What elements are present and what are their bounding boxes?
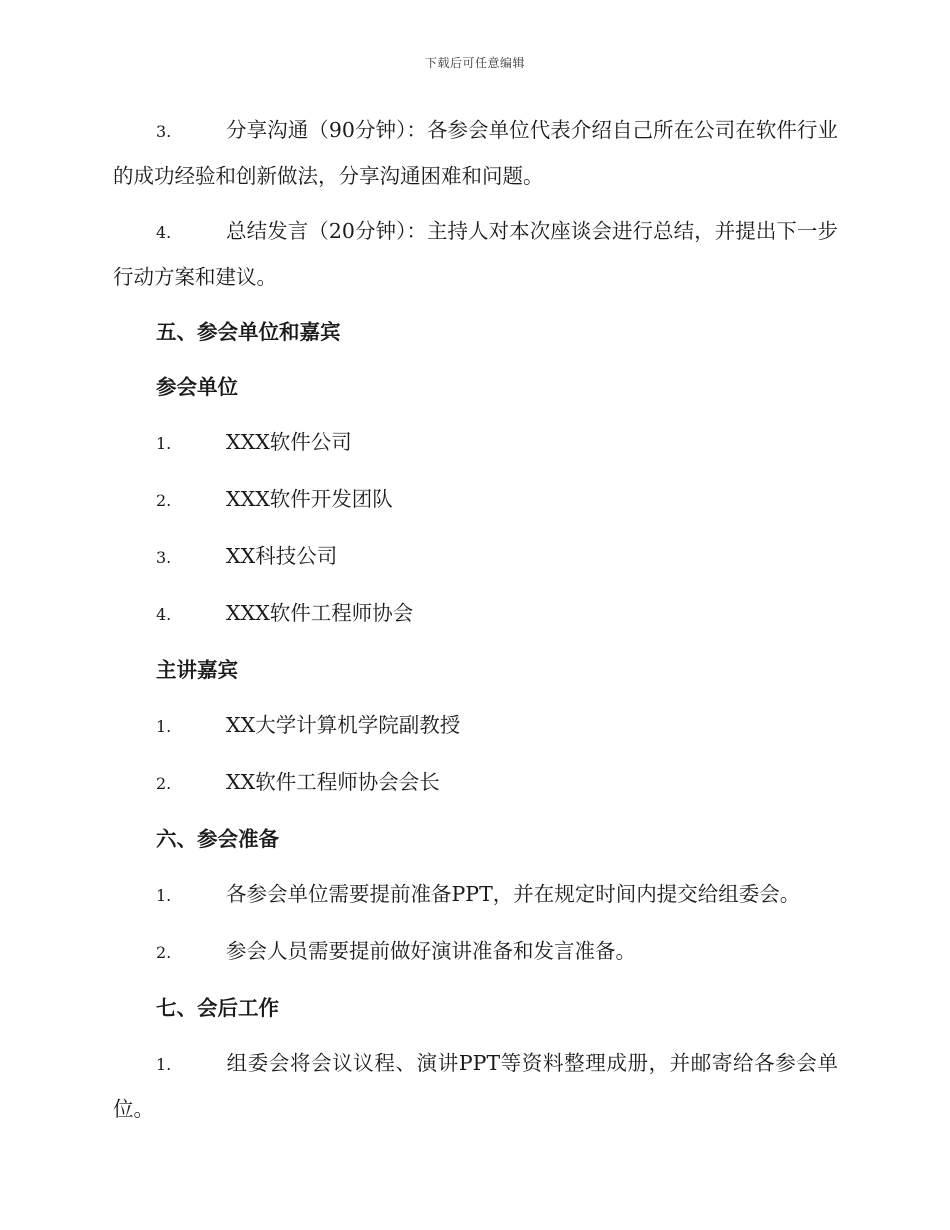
list-text: XXX软件开发团队	[226, 487, 393, 511]
subsection-heading: 参会单位	[156, 375, 238, 399]
list-text: 总结发言（20分钟）：主持人对本次座谈会进行总结，并提出下一步行动方案和建议。	[113, 219, 838, 289]
list-text: 参会人员需要提前做好演讲准备和发言准备。	[226, 939, 636, 963]
list-text: XXX软件公司	[226, 430, 352, 454]
list-item	[113, 760, 838, 806]
section-heading: 六、参会准备	[156, 827, 279, 851]
subsection-heading: 主讲嘉宾	[156, 658, 238, 682]
list-item	[113, 703, 838, 749]
list-text: 分享沟通（90分钟）：各参会单位代表介绍自己所在公司在软件行业的成功经验和创新做法，分享沟通困难和问题。	[113, 118, 838, 188]
list-number: 1.	[156, 434, 172, 453]
list-number: 4.	[156, 223, 172, 242]
list-item	[113, 929, 838, 975]
section-heading: 五、参会单位和嘉宾	[156, 320, 341, 344]
list-item	[113, 591, 838, 637]
list-number: 3.	[156, 122, 172, 141]
list-number: 4.	[156, 605, 172, 624]
document-body	[113, 108, 838, 1142]
list-number: 2.	[156, 774, 172, 793]
list-text: XX大学计算机学院副教授	[226, 713, 461, 737]
list-text: XX软件工程师协会会长	[226, 770, 440, 794]
list-text: 组委会将会议议程、演讲PPT等资料整理成册，并邮寄给各参会单位。	[113, 1051, 838, 1121]
list-item	[113, 1041, 838, 1131]
list-text: XXX软件工程师协会	[226, 601, 414, 625]
list-item	[113, 108, 838, 198]
list-item	[113, 534, 838, 580]
list-number: 3.	[156, 548, 172, 567]
list-number: 1.	[156, 1055, 172, 1074]
list-number: 1.	[156, 886, 172, 905]
list-item	[113, 420, 838, 466]
section-heading: 七、会后工作	[156, 996, 279, 1020]
list-item	[113, 477, 838, 523]
list-number: 1.	[156, 717, 172, 736]
list-item	[113, 872, 838, 918]
list-number: 2.	[156, 943, 172, 962]
list-item	[113, 209, 838, 299]
list-number: 2.	[156, 491, 172, 510]
list-text: 各参会单位需要提前准备PPT，并在规定时间内提交给组委会。	[226, 882, 801, 906]
page-header: 下载后可任意编辑	[424, 56, 525, 70]
list-text: XX科技公司	[226, 544, 338, 568]
